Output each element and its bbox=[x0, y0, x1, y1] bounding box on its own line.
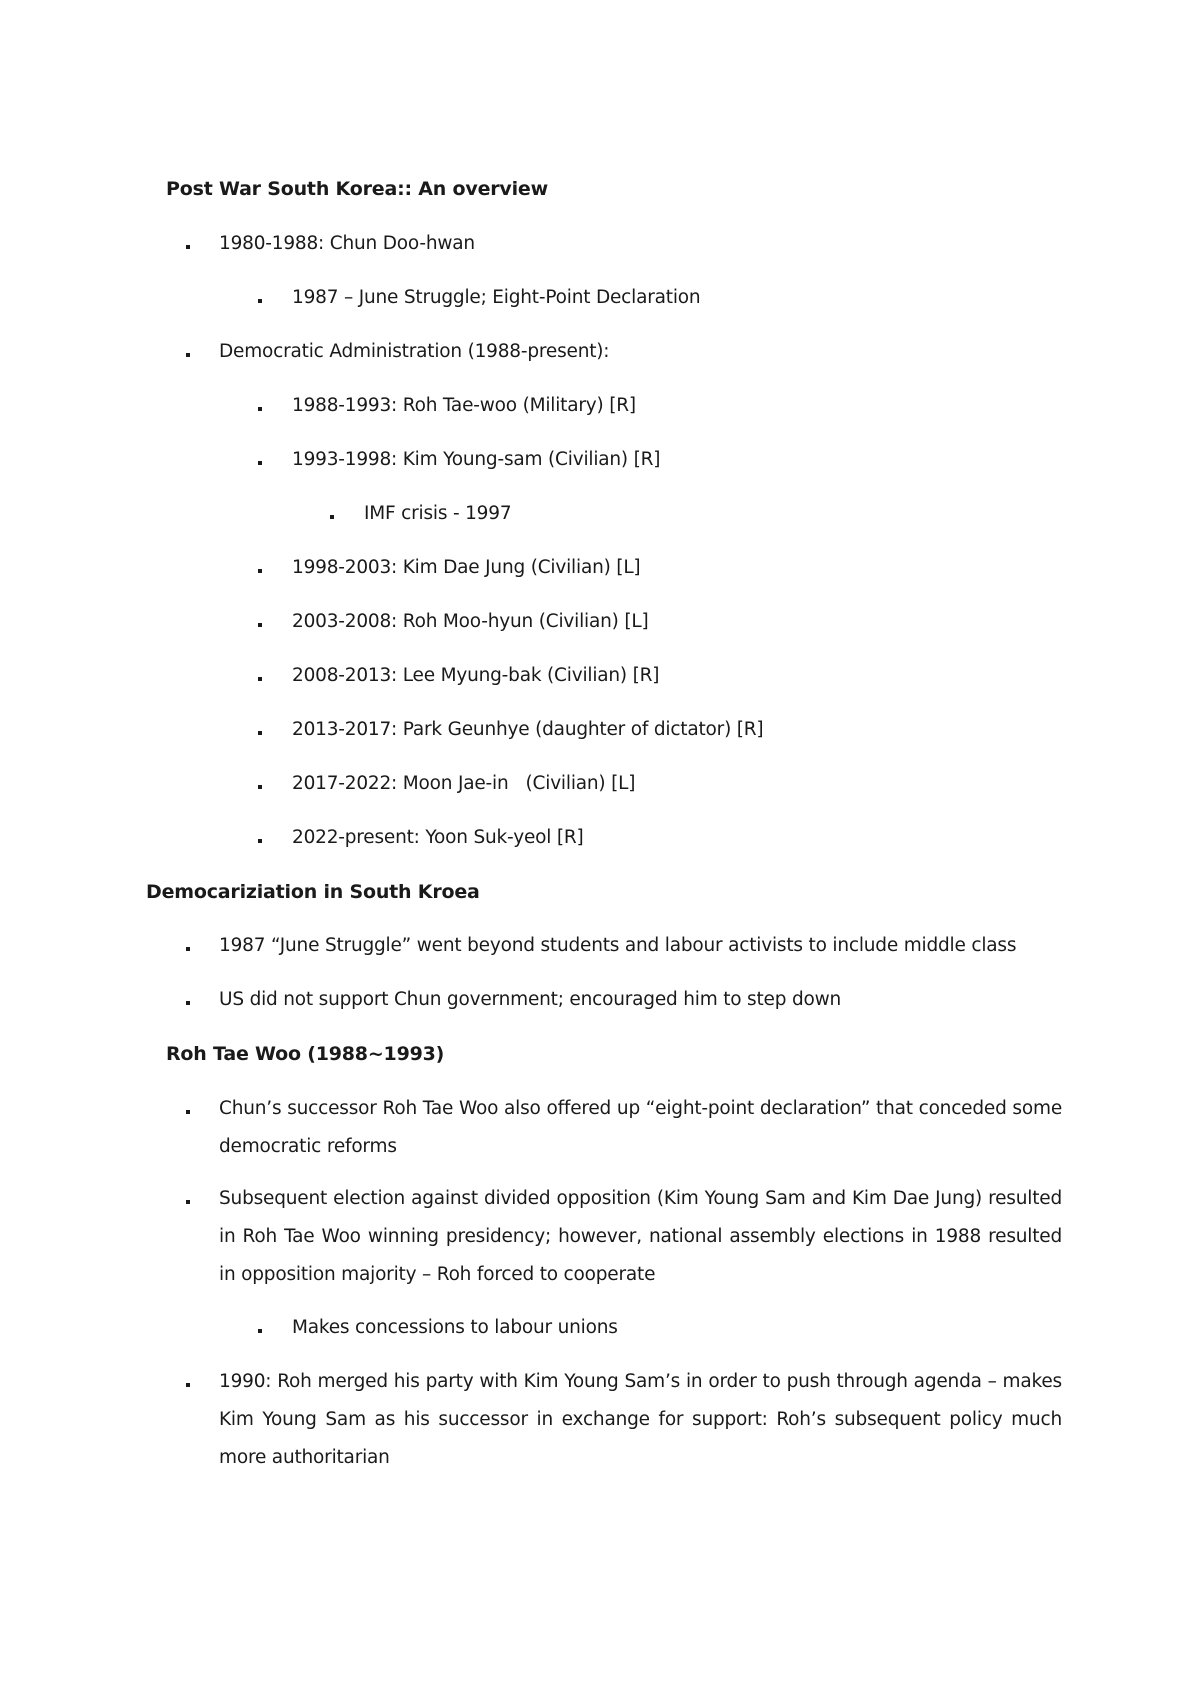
section-heading-roh-tae-woo: Roh Tae Woo (1988~1993) bbox=[166, 1043, 445, 1065]
bullet-icon bbox=[330, 515, 334, 519]
bullet-icon bbox=[258, 407, 262, 411]
bullet-icon bbox=[258, 299, 262, 303]
list-item-lee-myung-bak: 2008-2013: Lee Myung-bak (Civilian) [R] bbox=[292, 665, 660, 686]
list-item-yoon-suk-yeol: 2022-present: Yoon Suk-yeol [R] bbox=[292, 827, 584, 848]
list-item-june-struggle: 1987 – June Struggle; Eight-Point Declaration bbox=[292, 287, 701, 308]
list-item-june-struggle-middle-class: 1987 “June Struggle” went beyond students and labour activists to include middle class bbox=[219, 935, 1017, 956]
list-item-democratic-admin: Democratic Administration (1988-present): bbox=[219, 341, 610, 362]
bullet-icon bbox=[186, 1383, 190, 1387]
bullet-icon bbox=[186, 1110, 190, 1114]
bullet-icon bbox=[258, 785, 262, 789]
bullet-icon bbox=[258, 1329, 262, 1333]
list-item-park-geunhye: 2013-2017: Park Geunhye (daughter of dictator) [R] bbox=[292, 719, 764, 740]
list-item-successor: Chun’s successor Roh Tae Woo also offered up “eight-point declaration” that conceded some democratic reforms bbox=[219, 1098, 1062, 1157]
bullet-icon bbox=[258, 839, 262, 843]
bullet-icon bbox=[186, 353, 190, 357]
bullet-icon bbox=[186, 245, 190, 249]
list-item-merger-1990: 1990: Roh merged his party with Kim Young Sam’s in order to push through agenda – makes Kim Young Sam as his successor in exchange for support: Roh’s subsequent policy much more authoritarian bbox=[219, 1371, 1062, 1468]
bullet-icon bbox=[258, 569, 262, 573]
bullet-icon bbox=[258, 731, 262, 735]
list-item-labour-unions: Makes concessions to labour unions bbox=[292, 1317, 618, 1338]
list-item-roh-tae-woo: 1988-1993: Roh Tae-woo (Military) [R] bbox=[292, 395, 636, 416]
list-item-us-support: US did not support Chun government; encouraged him to step down bbox=[219, 989, 842, 1010]
section-heading-overview: Post War South Korea:: An overview bbox=[166, 178, 548, 200]
bullet-icon bbox=[186, 1001, 190, 1005]
list-item-moon-jae-in: 2017-2022: Moon Jae-in (Civilian) [L] bbox=[292, 773, 636, 794]
bullet-icon bbox=[186, 1200, 190, 1204]
list-item-roh-moo-hyun: 2003-2008: Roh Moo-hyun (Civilian) [L] bbox=[292, 611, 649, 632]
bullet-icon bbox=[258, 461, 262, 465]
bullet-icon bbox=[258, 623, 262, 627]
list-item-chun: 1980-1988: Chun Doo-hwan bbox=[219, 233, 475, 254]
bullet-icon bbox=[186, 947, 190, 951]
list-item-kim-dae-jung: 1998-2003: Kim Dae Jung (Civilian) [L] bbox=[292, 557, 641, 578]
list-item-kim-young-sam: 1993-1998: Kim Young-sam (Civilian) [R] bbox=[292, 449, 661, 470]
list-item-imf-crisis: IMF crisis - 1997 bbox=[364, 503, 512, 524]
bullet-icon bbox=[258, 677, 262, 681]
section-heading-democratization: Democariziation in South Kroea bbox=[146, 881, 480, 903]
list-item-election: Subsequent election against divided opposition (Kim Young Sam and Kim Dae Jung) resulted in Roh Tae Woo winning presidency; however, national assembly elections in 1988 resulted in opposition majority – Roh forced to cooperate bbox=[219, 1188, 1062, 1285]
